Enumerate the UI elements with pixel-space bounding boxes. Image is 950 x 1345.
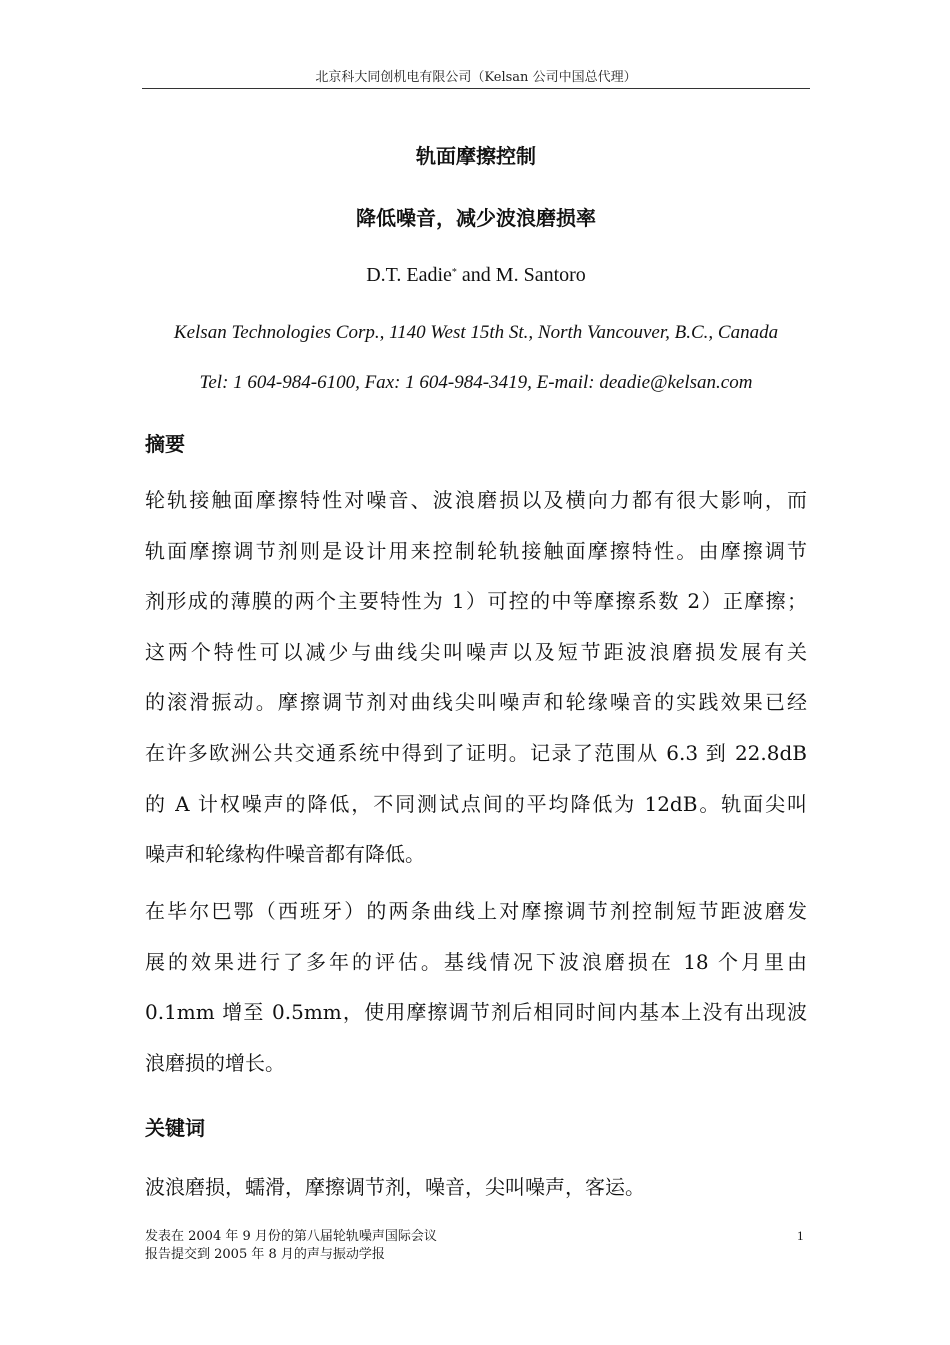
footnote [145, 1228, 437, 1264]
paragraph-line: 展的效果进行了多年的评估。基线情况下波浪磨损在 18 个月里由 [145, 949, 807, 974]
paragraph-line: 噪声和轮缘构件噪音都有降低。 [145, 842, 425, 867]
affiliation: Kelsan Technologies Corp., 1140 West 15th St., North Vancouver, B.C., Canada [173, 322, 779, 343]
footnote-line-2: 报告提交到 2005 年 8 月的声与振动学报 [145, 1247, 385, 1262]
abstract-paragraph-1 [145, 485, 807, 890]
paragraph-line: 轮轨接触面摩擦特性对噪音、波浪磨损以及横向力都有很大影响，而 [145, 488, 807, 512]
paragraph-line: 剂形成的薄膜的两个主要特性为 1）可控的中等摩擦系数 2）正摩擦； [145, 589, 807, 614]
paragraph-line: 在毕尔巴鄂（西班牙）的两条曲线上对摩擦调节剂控制短节距波磨发 [145, 899, 807, 923]
keywords-heading: 关键词 [145, 1116, 205, 1140]
paper-title: 轨面摩擦控制 [416, 144, 536, 168]
contact-info: Tel: 1 604-984-6100, Fax: 1 604-984-3419, E-mail: deadie@kelsan.com [199, 372, 753, 393]
author-rest: and M. Santoro [456, 264, 586, 286]
paragraph-line: 的滚滑振动。摩擦调节剂对曲线尖叫噪声和轮缘噪音的实践效果已经 [145, 690, 807, 715]
abstract-paragraph-2 [145, 896, 807, 1098]
author-first: D.T. Eadie [366, 264, 452, 286]
paragraph-line: 轨面摩擦调节剂则是设计用来控制轮轨接触面摩擦特性。由摩擦调节 [145, 538, 807, 563]
keywords-text: 波浪磨损，蠕滑，摩擦调节剂，噪音，尖叫噪声，客运。 [145, 1175, 645, 1199]
paragraph-line: 在许多欧洲公共交通系统中得到了证明。记录了范围从 6.3 到 22.8dB [145, 740, 807, 765]
paragraph-line: 浪磨损的增长。 [145, 1050, 285, 1075]
paper-subtitle: 降低噪音，减少波浪磨损率 [356, 206, 596, 230]
abstract-heading: 摘要 [145, 432, 185, 456]
corresponding-author-mark: * [451, 267, 457, 278]
paragraph-line: 0.1mm 增至 0.5mm，使用摩擦调节剂后相同时间内基本上没有出现波 [145, 1000, 807, 1025]
footnote-line-1: 发表在 2004 年 9 月份的第八届轮轨噪声国际会议 [145, 1229, 437, 1244]
header-rule [142, 88, 810, 89]
running-header: 北京科大同创机电有限公司（Kelsan 公司中国总代理） [315, 70, 637, 85]
paragraph-line: 的 A 计权噪声的降低，不同测试点间的平均降低为 12dB。轨面尖叫 [145, 791, 807, 816]
paragraph-line: 这两个特性可以减少与曲线尖叫噪声以及短节距波浪磨损发展有关 [145, 639, 807, 664]
author-line [142, 264, 810, 287]
page-number: 1 [797, 1228, 804, 1243]
